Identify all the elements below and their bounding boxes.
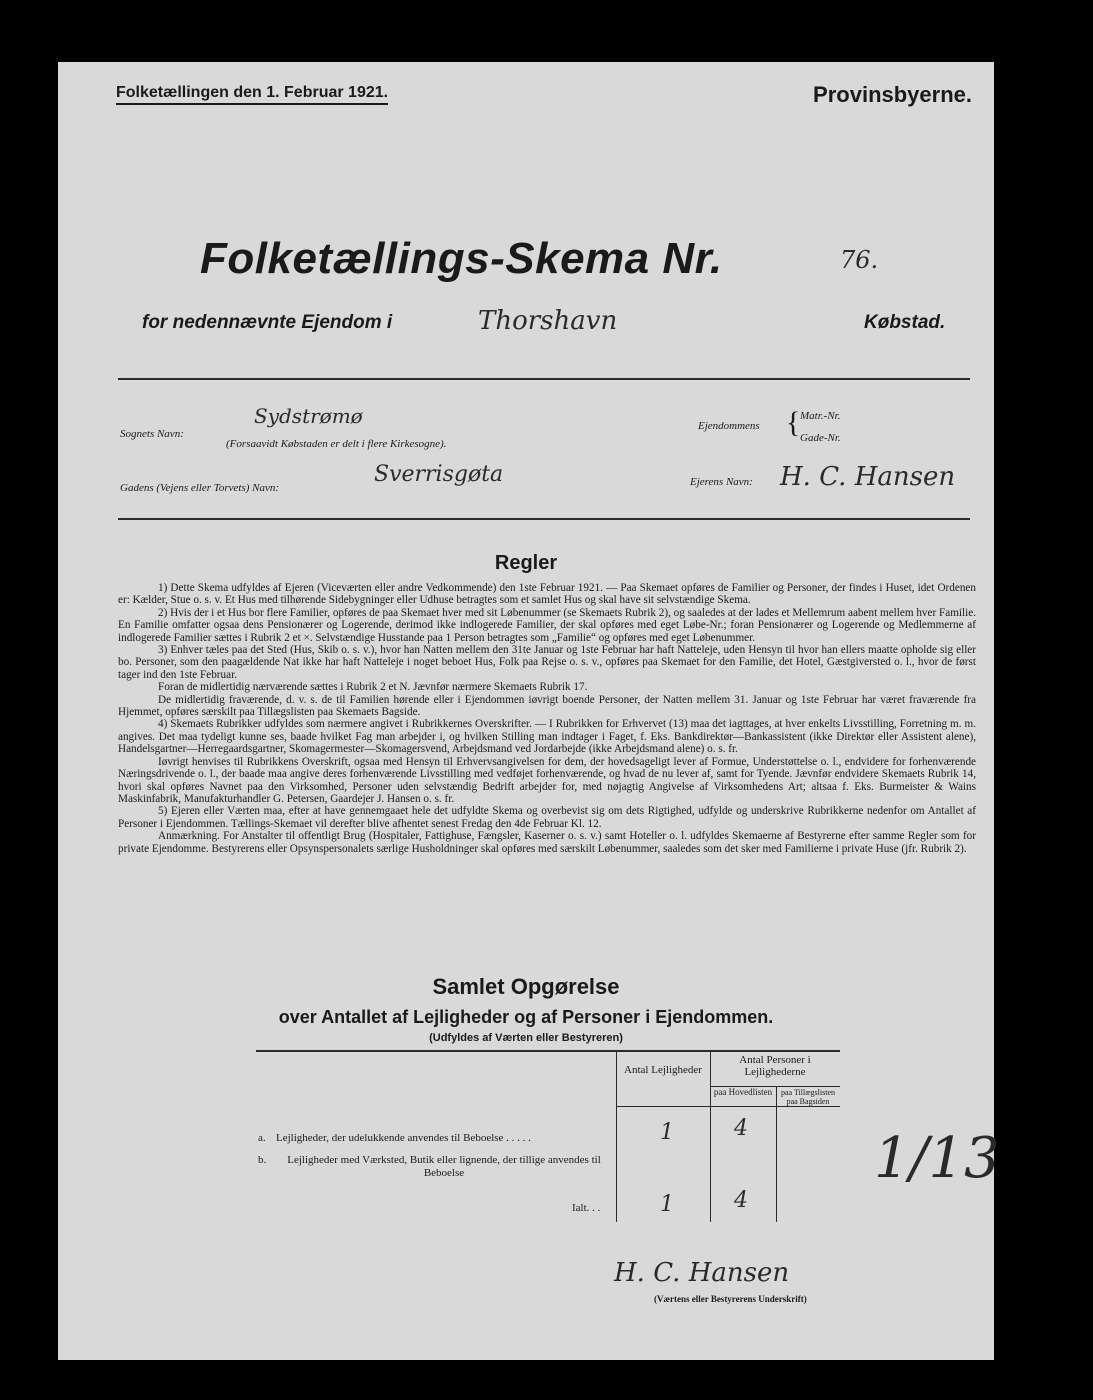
street-number-label: Gade-Nr. — [800, 432, 841, 444]
rule-paragraph: 3) Enhver tæles paa det Sted (Hus, Skib o. s. v.), hvor han Natten mellem den 31te Januar og 1ste Februar har haft Natteleje, uden Hensyn til hvor han ellers maatte opholde sig eller bo. Personer, som den paagældende Nat ikke har haft Natteleje i noget beboet Hus, Folk paa Rejse o. s. v., opføres paa Skemaet for den Familie, det Hotel, Gæstgiversted o. l., hvor de først tager ind den 1ste Februar. — [118, 644, 976, 681]
signature: H. C. Hansen — [614, 1258, 790, 1288]
table-divider — [710, 1050, 711, 1222]
census-form-page — [58, 62, 1000, 1360]
parish-note: (Forsaavidt Købstaden er delt i flere Kirkesogne). — [226, 438, 447, 450]
summary-note: (Udfyldes af Værten eller Bestyreren) — [429, 1032, 623, 1044]
col-persons: Antal Personer i Lejlighederne — [739, 1054, 811, 1078]
divider-bottom — [118, 518, 970, 520]
rules-title: Regler — [494, 552, 558, 574]
row-a-apartments: 1 — [660, 1120, 674, 1145]
table-divider — [616, 1106, 840, 1107]
parish-value: Sydstrømø — [254, 404, 363, 428]
col-apartments: Antal Lejligheder — [624, 1064, 702, 1076]
col-supplement: paa Tillægslisten paa Bagsiden — [780, 1088, 835, 1106]
summary-title: Samlet Opgørelse — [432, 974, 620, 999]
town-name: Thorshavn — [478, 306, 618, 336]
rule-paragraph: 4) Skemaets Rubrikker udfyldes som nærmere angivet i Rubrikkernes Overskrifter. — I Rubrikken for Erhvervet (13) maa det iagttages, at hver enkelts Livsstilling, Forretning m. m. angives. Det maa tydeligt kunne ses, baade hvilket Fag man arbejder i, og hvilken Stilling man indtager i Faget, f. Eks. Bankdirektør—Bankassistent (ikke Direktør eller Assistent alene), Handelsgartner—Herregaardsgartner, Skomagermester—Skomagersvend, Arbejdsmand ved Jordarbejde (ikke Arbejdsmand alene) o. s. fr. — [118, 718, 976, 756]
col-main-list: paa Hovedlisten — [713, 1087, 773, 1097]
form-number: 76. — [840, 246, 879, 274]
rule-paragraph: 5) Ejeren eller Værten maa, efter at have gennemgaaet hele det udfyldte Skema og overbevist sig om dets Rigtighed, udfylde og underskrive Rubrikkerne nedenfor om Antallet af Personer i Ejendommen. Tællings-Skemaet vil derefter blive afhentet senest Fredag den 4de Februar Kl. 12. — [118, 805, 976, 830]
rule-paragraph: De midlertidig fraværende, d. v. s. de til Familien hørende eller i Ejendommen iøvrigt boende Personer, der Natten mellem 31. Januar og 1ste Februar har været fraværende fra Hjemmet, opføres særskilt paa Tillægslisten paa Skemaets Bagside. — [118, 693, 976, 719]
total-main: 4 — [734, 1188, 748, 1213]
row-b-label: Lejligheder med Værksted, Butik eller lignende, der tillige anvendes til Beboelse — [287, 1154, 601, 1179]
street-value: Sverrisgøta — [374, 462, 504, 487]
rule-paragraph: Iøvrigt henvises til Rubrikkens Overskrift, ogsaa med Hensyn til Erhvervsangivelsen for dem, der hovedsageligt lever af Formue, Understøttelse o. l., endvidere for forhenværende Næringsdrivende o. l., der baade maa angive deres forhenværende Livsstilling med vedføjet forhenværende, og hvad de nu lever af, samt for Tyende. Jævnfør endvidere Skemaets Rubrik 14, hvori skal opføres Navnet paa den Virksomhed, Personer uden selvstændig Bedrift arbejder for, med nøjagtig Angivelse af Virksomhedens Art; altsaa f. Eks. Burmeister & Wains Maskinfabrik, Manufakturhandler G. Petersen, Gaardejer J. Hansen o. s. fr. — [118, 755, 976, 805]
row-a-letter: a. — [258, 1132, 266, 1144]
street-label: Gadens (Vejens eller Torvets) Navn: — [120, 482, 280, 494]
total-label: Ialt. . . — [572, 1202, 601, 1214]
rule-paragraph: 1) Dette Skema udfyldes af Ejeren (Viceværten eller andre Vedkommende) den 1ste Februar 1921. — Paa Skemaet opføres de Familier og Personer, der findes i Huset, idet Ordenen er: Kælder, Stue o. s. v. Et Hus med tilhørende Sidebygninger eller Udhuse betragtes som et samlet Hus og skal have sit selvstændige Skema. — [118, 582, 976, 607]
row-b-letter: b. — [258, 1154, 267, 1166]
rule-paragraph: Anmærkning. For Anstalter til offentligt Brug (Hospitaler, Fattighuse, Fængsler, Kaserner o. s. v.) samt Hoteller o. l. udfyldes Skemaerne af Bestyrerne efter samme Regler som for private Ejendomme. Bestyrerens eller Opsynspersonalets særlige Husholdninger skal opføres med særskilt Løbenummer, saaledes som det sker med Familierne i private Huse (jfr. Rubrik 2). — [118, 830, 976, 855]
rule-paragraph: 2) Hvis der i et Hus bor flere Familier, opføres de paa Skemaet hver med sit Løbenummer (se Skemaets Rubrik 2), og saaledes at der lades et Mellemrum aabent mellem hver Familie. En Familie omfatter ogsaa dens Pensionærer og Logerende, derimod ikke indlogerede Familier, der skal opføres med eget Løbe-Nr.; foran Pensionærer og Logerende og Medlemmerne af indlogerede Familier sættes i Rubrik 2 et ×. Selvstændige Husstande paa 1 Person betragtes som „Familie“ og opføres med eget Løbenummer. — [118, 606, 976, 644]
region-label: Provinsbyerne. — [813, 82, 972, 107]
rule-paragraph: Foran de midlertidig nærværende sættes i Rubrik 2 et N. Jævnfør nærmere Skemaets Rubrik 17. — [158, 681, 588, 694]
margin-note: 1/13 — [874, 1126, 1000, 1191]
brace: { — [786, 406, 801, 439]
property-suffix: Købstad. — [864, 312, 946, 333]
owner-value: H. C. Hansen — [780, 462, 956, 492]
matr-label: Matr.-Nr. — [800, 410, 841, 422]
census-date-label: Folketællingen den 1. Februar 1921. — [116, 84, 388, 105]
parish-label: Sognets Navn: — [120, 428, 184, 440]
row-a-label: Lejligheder, der udelukkende anvendes til Beboelse . . . . . — [276, 1132, 531, 1144]
table-top-rule — [256, 1050, 840, 1052]
property-label: Ejendommens — [698, 420, 760, 432]
signature-caption: (Værtens eller Bestyrerens Underskrift) — [654, 1294, 807, 1304]
form-title: Folketællings-Skema Nr. — [200, 234, 723, 283]
summary-table — [256, 1050, 840, 1222]
rules-body — [118, 582, 976, 855]
divider-top — [118, 378, 970, 380]
owner-label: Ejerens Navn: — [690, 476, 753, 488]
total-apartments: 1 — [660, 1192, 674, 1217]
summary-subtitle: over Antallet af Lejligheder og af Personer i Ejendommen. — [278, 1007, 774, 1027]
property-prefix: for nedennævnte Ejendom i — [142, 312, 393, 333]
table-divider — [616, 1050, 617, 1222]
row-a-main: 4 — [734, 1116, 748, 1141]
